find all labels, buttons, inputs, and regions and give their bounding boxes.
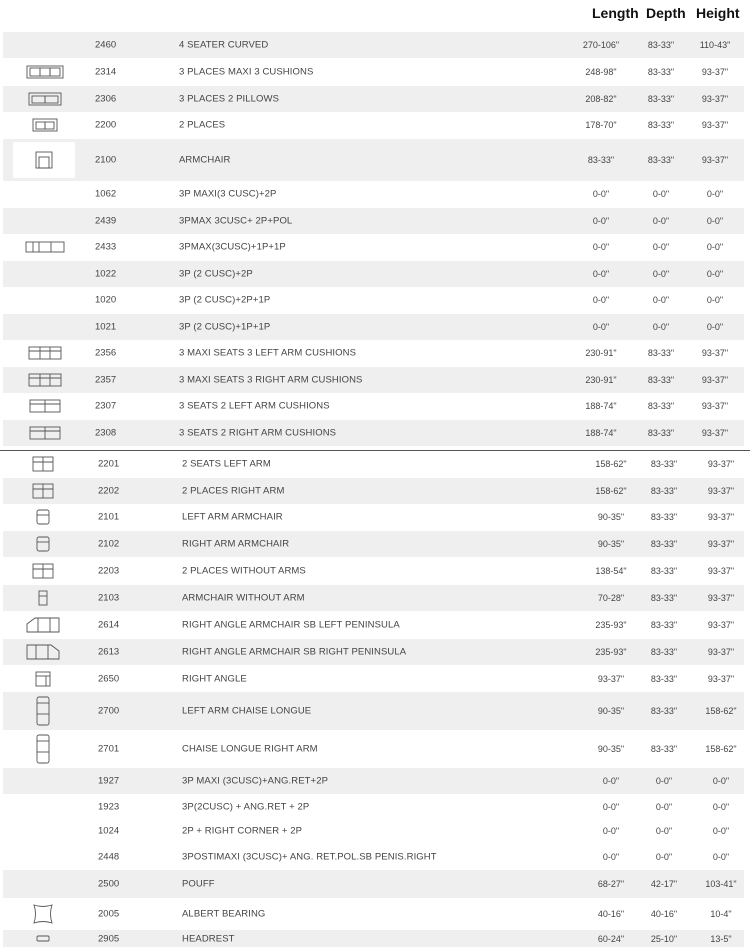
depth-value: 0-0": [652, 269, 670, 279]
table-row: [3, 287, 744, 313]
depth-value: 83-33": [650, 539, 678, 549]
height-value: 93-37": [707, 674, 735, 684]
table-row: [3, 420, 744, 446]
product-description: HEADREST: [182, 933, 235, 944]
product-code: 2100: [95, 154, 117, 166]
sofa3-icon: [15, 86, 75, 112]
length-value: 90-35": [597, 539, 625, 549]
product-description: 3 SEATS 2 LEFT ARM CUSHIONS: [179, 400, 330, 412]
length-value: 83-33": [587, 155, 615, 165]
table-row: [3, 208, 744, 234]
length-column-header: Length: [592, 5, 639, 21]
depth-value: 83-33": [647, 67, 675, 77]
depth-value: 83-33": [650, 566, 678, 576]
product-description: RIGHT ANGLE ARMCHAIR SB RIGHT PENINSULA: [182, 646, 407, 658]
product-description: 3 PLACES 2 PILLOWS: [179, 93, 280, 105]
product-code: 1062: [95, 188, 117, 200]
table-row: [3, 234, 744, 260]
height-value: 93-37": [701, 428, 729, 438]
depth-value: 83-33": [647, 428, 675, 438]
product-code: 2103: [98, 592, 120, 604]
product-description: 3P MAXI (3CUSC)+ANG.RET+2P: [182, 775, 329, 787]
table-row: [3, 930, 744, 947]
product-description: 3P (2 CUSC)+2P+1P: [179, 294, 271, 306]
length-value: 188-74": [585, 428, 617, 438]
product-code: 2614: [98, 619, 120, 631]
product-description: 3 PLACES MAXI 3 CUSHIONS: [179, 66, 314, 78]
depth-value: 40-16": [650, 909, 678, 919]
product-code: 2905: [98, 933, 120, 944]
table-row: [3, 112, 744, 138]
height-value: 93-37": [707, 539, 735, 549]
product-code: 2356: [95, 347, 117, 359]
length-value: 90-35": [597, 512, 625, 522]
table-row: [3, 478, 744, 504]
depth-value: 83-33": [647, 348, 675, 358]
table-row: [3, 451, 744, 477]
height-value: 93-37": [707, 593, 735, 603]
height-value: 0-0": [706, 295, 724, 305]
length-value: 60-24": [597, 933, 625, 944]
table-row: [3, 86, 744, 112]
product-code: 2500: [98, 878, 120, 890]
length-value: 248-98": [585, 67, 617, 77]
height-value: 93-37": [701, 67, 729, 77]
length-value: 235-93": [595, 620, 627, 630]
product-description: 2 PLACES WITHOUT ARMS: [182, 565, 306, 577]
height-value: 93-37": [701, 155, 729, 165]
length-value: 90-35": [597, 706, 625, 716]
table-row: [3, 730, 744, 768]
height-value: 0-0": [712, 776, 730, 786]
length-value: 0-0": [592, 189, 610, 199]
table-row: [3, 666, 744, 692]
height-value: 0-0": [706, 242, 724, 252]
armchair-no-arms-icon: [13, 585, 73, 611]
product-code: 2439: [95, 215, 117, 227]
depth-value: 83-33": [647, 401, 675, 411]
depth-value: 83-33": [650, 674, 678, 684]
table-row: [3, 692, 744, 730]
height-value: 93-37": [701, 401, 729, 411]
height-value: 0-0": [712, 826, 730, 836]
product-description: 3PMAX 3CUSC+ 2P+POL: [179, 215, 293, 227]
length-value: 0-0": [592, 322, 610, 332]
armchair-right-arm-icon: [13, 531, 73, 557]
product-description: 3P (2 CUSC)+1P+1P: [179, 321, 271, 333]
product-code: 2357: [95, 374, 117, 386]
product-code: 2433: [95, 241, 117, 253]
seat2-right-arm-icon: [13, 478, 73, 504]
depth-value: 83-33": [647, 375, 675, 385]
height-value: 158-62": [705, 706, 737, 716]
height-value: 0-0": [706, 216, 724, 226]
height-value: 93-37": [707, 486, 735, 496]
height-value: 93-37": [701, 375, 729, 385]
table-row: [3, 367, 744, 393]
product-description: ALBERT BEARING: [182, 908, 266, 920]
sofa3-maxi-icon: [15, 59, 75, 85]
product-code: 2201: [98, 458, 120, 470]
height-value: 93-37": [707, 566, 735, 576]
length-value: 0-0": [602, 776, 620, 786]
height-value: 0-0": [712, 802, 730, 812]
length-value: 93-37": [597, 674, 625, 684]
depth-column-header: Depth: [646, 5, 686, 21]
sofa2-right-arm-icon: [15, 420, 75, 446]
corner-icon: [13, 666, 73, 692]
product-description: RIGHT ANGLE: [182, 673, 247, 685]
product-code: 2200: [95, 119, 117, 131]
length-value: 0-0": [602, 826, 620, 836]
product-code: 1927: [98, 775, 120, 787]
product-code: 2203: [98, 565, 120, 577]
depth-value: 0-0": [652, 189, 670, 199]
height-value: 93-37": [701, 120, 729, 130]
product-description: 3P(2CUSC) + ANG.RET + 2P: [182, 801, 310, 813]
sofa3-left-arm-icon: [15, 340, 75, 366]
depth-value: 83-33": [650, 593, 678, 603]
depth-value: 83-33": [647, 94, 675, 104]
product-code: 2308: [95, 427, 117, 439]
product-code: 1021: [95, 321, 117, 333]
product-description: 3 MAXI SEATS 3 LEFT ARM CUSHIONS: [179, 347, 357, 359]
length-value: 70-28": [597, 593, 625, 603]
table-row: [3, 585, 744, 611]
height-value: 93-37": [701, 94, 729, 104]
height-value: 93-37": [707, 620, 735, 630]
height-value: 158-62": [705, 744, 737, 754]
depth-value: 25-10": [650, 933, 678, 944]
chaise-right-icon: [13, 730, 73, 768]
table-row: [3, 768, 744, 794]
height-value: 0-0": [712, 851, 730, 862]
depth-value: 0-0": [655, 851, 673, 862]
length-value: 235-93": [595, 647, 627, 657]
table-row: [3, 393, 744, 419]
product-code: 1923: [98, 801, 120, 813]
product-code: 1020: [95, 294, 117, 306]
sofa2-left-arm-icon: [15, 393, 75, 419]
product-code: 2701: [98, 743, 120, 755]
section-divider: [0, 450, 750, 451]
product-code: 2613: [98, 646, 120, 658]
depth-value: 83-33": [650, 706, 678, 716]
length-value: 188-74": [585, 401, 617, 411]
product-code: 2314: [95, 66, 117, 78]
depth-value: 83-33": [650, 620, 678, 630]
product-description: 2P + RIGHT CORNER + 2P: [182, 825, 303, 837]
depth-value: 83-33": [647, 120, 675, 130]
length-value: 0-0": [602, 851, 620, 862]
product-description: 2 PLACES: [179, 119, 226, 131]
depth-value: 0-0": [652, 295, 670, 305]
length-value: 270-106": [582, 40, 620, 50]
table-row: [3, 531, 744, 557]
length-value: 0-0": [592, 242, 610, 252]
product-code: 2202: [98, 485, 120, 497]
product-code: 2700: [98, 705, 120, 717]
product-code: 1022: [95, 268, 117, 280]
table-row: [3, 898, 744, 930]
length-value: 230-91": [585, 348, 617, 358]
product-description: 3P (2 CUSC)+2P: [179, 268, 253, 280]
product-description: POUFF: [182, 878, 215, 890]
product-description: LEFT ARM ARMCHAIR: [182, 511, 283, 523]
table-row: [3, 261, 744, 287]
sofa3-right-arm-icon: [15, 367, 75, 393]
table-row: [3, 340, 744, 366]
depth-value: 0-0": [655, 802, 673, 812]
table-row: [3, 32, 744, 58]
length-value: 0-0": [592, 295, 610, 305]
product-code: 2650: [98, 673, 120, 685]
table-row: [3, 558, 744, 584]
table-row: [3, 59, 744, 85]
length-value: 208-82": [585, 94, 617, 104]
height-value: 93-37": [707, 512, 735, 522]
length-value: 0-0": [592, 216, 610, 226]
product-description: RIGHT ANGLE ARMCHAIR SB LEFT PENINSULA: [182, 619, 400, 631]
seat2-left-arm-icon: [13, 451, 73, 477]
product-description: 3 SEATS 2 RIGHT ARM CUSHIONS: [179, 427, 337, 439]
table-row: [3, 639, 744, 665]
table-row: [3, 314, 744, 340]
peninsula-left-icon: [13, 612, 73, 638]
product-code: 2102: [98, 538, 120, 550]
table-row: [3, 843, 744, 870]
peninsula-right-icon: [13, 639, 73, 665]
table-row: [3, 870, 744, 898]
depth-value: 83-33": [650, 459, 678, 469]
length-value: 0-0": [592, 269, 610, 279]
height-value: 93-37": [707, 647, 735, 657]
product-description: 3PMAX(3CUSC)+1P+1P: [179, 241, 286, 253]
product-code: 1024: [98, 825, 120, 837]
table-row: [3, 181, 744, 207]
product-description: 3 MAXI SEATS 3 RIGHT ARM CUSHIONS: [179, 374, 363, 386]
length-value: 178-70": [585, 120, 617, 130]
depth-value: 83-33": [647, 40, 675, 50]
depth-value: 83-33": [647, 155, 675, 165]
product-description: ARMCHAIR WITHOUT ARM: [182, 592, 305, 604]
height-value: 0-0": [706, 322, 724, 332]
depth-value: 0-0": [652, 216, 670, 226]
product-description: ARMCHAIR: [179, 154, 231, 166]
armchair-icon: [13, 142, 75, 178]
height-value: 0-0": [706, 269, 724, 279]
product-description: 2 PLACES RIGHT ARM: [182, 485, 285, 497]
product-description: RIGHT ARM ARMCHAIR: [182, 538, 290, 550]
product-code: 2307: [95, 400, 117, 412]
length-value: 68-27": [597, 879, 625, 889]
product-code: 2005: [98, 908, 120, 920]
table-row: [3, 612, 744, 638]
sofa2-icon: [15, 112, 75, 138]
height-value: 10-4": [710, 909, 732, 919]
product-code: 2306: [95, 93, 117, 105]
table-row: [3, 819, 744, 843]
length-value: 40-16": [597, 909, 625, 919]
product-code: 2101: [98, 511, 120, 523]
depth-value: 0-0": [652, 322, 670, 332]
chaise-left-icon: [13, 692, 73, 730]
product-description: 3P MAXI(3 CUSC)+2P: [179, 188, 277, 200]
product-code: 2448: [98, 851, 120, 862]
height-value: 13-5": [710, 933, 732, 944]
sofa-combo-icon: [15, 234, 75, 260]
length-value: 90-35": [597, 744, 625, 754]
depth-value: 83-33": [650, 647, 678, 657]
depth-value: 83-33": [650, 512, 678, 522]
product-description: 4 SEATER CURVED: [179, 39, 269, 51]
height-value: 0-0": [706, 189, 724, 199]
length-value: 230-91": [585, 375, 617, 385]
height-value: 93-37": [701, 348, 729, 358]
armchair-left-arm-icon: [13, 504, 73, 530]
length-value: 0-0": [602, 802, 620, 812]
product-description: LEFT ARM CHAISE LONGUE: [182, 705, 312, 717]
table-row: [3, 139, 744, 181]
depth-value: 0-0": [655, 776, 673, 786]
depth-value: 0-0": [652, 242, 670, 252]
height-value: 103-41": [705, 879, 737, 889]
height-column-header: Height: [696, 5, 740, 21]
table-row: [3, 795, 744, 819]
seat2-no-arms-icon: [13, 558, 73, 584]
product-description: 3POSTIMAXI (3CUSC)+ ANG. RET.POL.SB PENIS.RIGHT: [182, 851, 437, 862]
length-value: 138-54": [595, 566, 627, 576]
height-value: 93-37": [707, 459, 735, 469]
length-value: 158-62": [595, 486, 627, 496]
depth-value: 42-17": [650, 879, 678, 889]
height-value: 110-43": [699, 40, 731, 50]
product-code: 2460: [95, 39, 117, 51]
length-value: 158-62": [595, 459, 627, 469]
headrest-icon: [13, 930, 73, 947]
product-description: CHAISE LONGUE RIGHT ARM: [182, 743, 318, 755]
depth-value: 83-33": [650, 486, 678, 496]
depth-value: 0-0": [655, 826, 673, 836]
product-description: 2 SEATS LEFT ARM: [182, 458, 271, 470]
cushion-icon: [13, 898, 73, 930]
depth-value: 83-33": [650, 744, 678, 754]
table-row: [3, 504, 744, 530]
